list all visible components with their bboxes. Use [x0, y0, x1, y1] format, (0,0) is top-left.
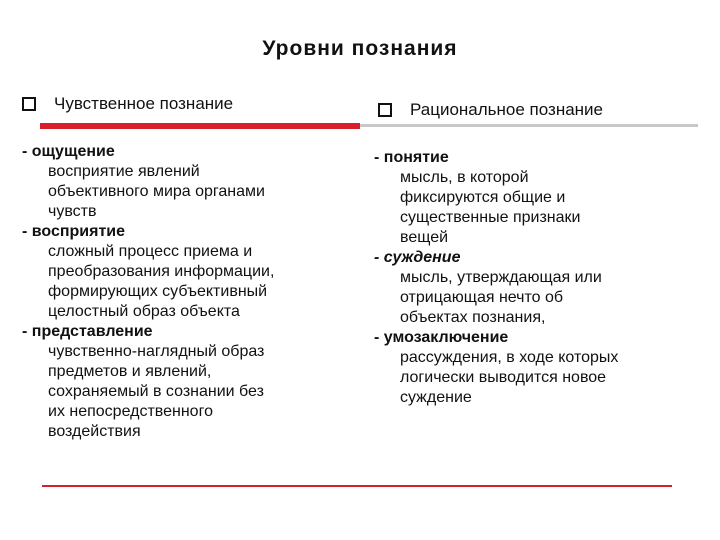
left-column	[22, 142, 362, 442]
definition-line: суждение	[400, 389, 472, 406]
definition-line: рассуждения, в ходе которых	[400, 349, 619, 366]
definition	[48, 342, 362, 442]
definition-line: мысль, в которой	[400, 169, 529, 186]
definition	[400, 348, 704, 408]
definition	[48, 162, 362, 222]
right-column	[374, 148, 704, 408]
definition-line: мысль, утверждающая или	[400, 269, 602, 286]
definition-line: вещей	[400, 229, 449, 246]
definition-line: их непосредственного	[48, 403, 213, 420]
page-title: Уровни познания	[262, 37, 458, 60]
definition-line: восприятие явлений	[48, 163, 200, 180]
footer-divider	[42, 485, 672, 487]
definition-line: преобразования информации,	[48, 263, 275, 280]
left-column-heading	[22, 94, 233, 114]
definition-line: фиксируются общие и	[400, 189, 566, 206]
term: - представление	[22, 323, 153, 340]
square-bullet-icon	[378, 103, 392, 117]
right-heading-text: Рациональное познание	[410, 100, 604, 119]
definition	[400, 268, 704, 328]
term: - суждение	[374, 249, 461, 266]
definition-line: существенные признаки	[400, 209, 581, 226]
definition-line: целостный образ объекта	[48, 303, 240, 320]
definition-line: сохраняемый в сознании без	[48, 383, 264, 400]
definition-line: сложный процесс приема и	[48, 243, 253, 260]
left-heading-text: Чувственное познание	[54, 94, 234, 113]
definition-line: отрицающая нечто об	[400, 289, 564, 306]
term: - восприятие	[22, 223, 126, 240]
term: - ощущение	[22, 143, 115, 160]
header-accent-bar	[40, 123, 360, 129]
definition	[48, 242, 362, 322]
term: - умозаключение	[374, 329, 509, 346]
definition-line: формирующих субъективный	[48, 283, 268, 300]
term: - понятие	[374, 149, 449, 166]
definition-line: объективного мира органами	[48, 183, 265, 200]
definition-line: воздействия	[48, 423, 141, 440]
definition-line: объектах познания,	[400, 309, 546, 326]
definition-line: логически выводится новое	[400, 369, 607, 386]
definition-line: чувств	[48, 203, 97, 220]
right-column-heading	[378, 100, 603, 120]
definition-line: чувственно-наглядный образ	[48, 343, 265, 360]
definition	[400, 168, 704, 248]
square-bullet-icon	[22, 97, 36, 111]
definition-line: предметов и явлений,	[48, 363, 212, 380]
